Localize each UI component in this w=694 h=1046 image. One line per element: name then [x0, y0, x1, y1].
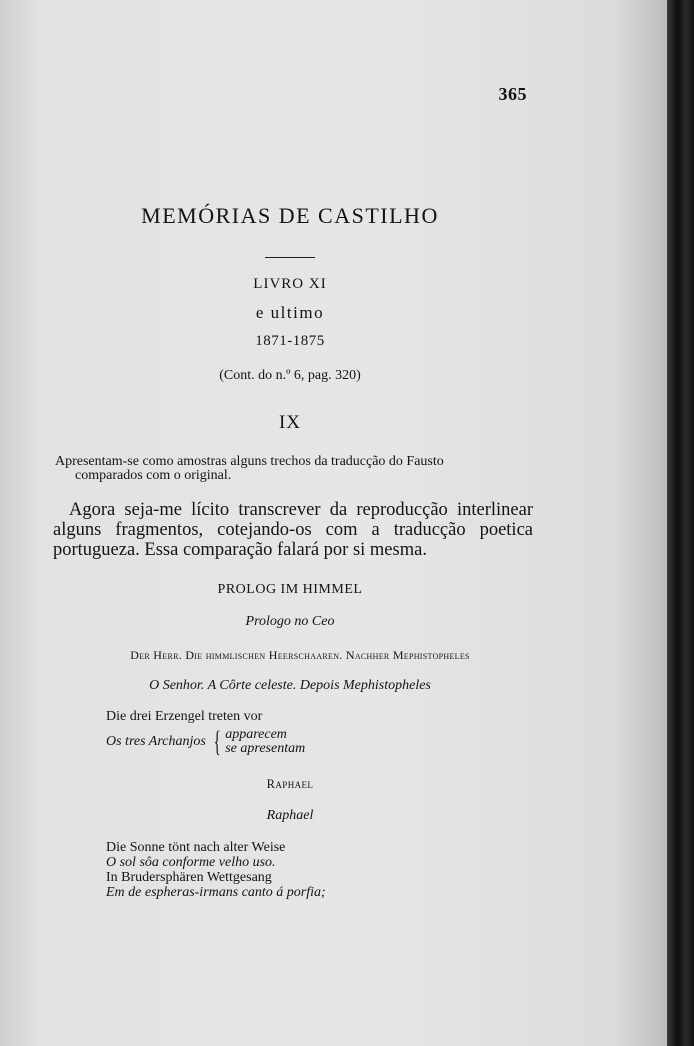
- book-subtitle: e ultimo: [255, 303, 325, 322]
- brace-glyph: {: [213, 725, 221, 758]
- stage-pt-options: [225, 728, 305, 756]
- summary-line-1: Apresentam-se como amostras alguns trechos da traducção do Fausto: [55, 454, 444, 469]
- summary-line-2: comparados com o original.: [75, 468, 232, 483]
- characters-de: Der Herr. Die himmlischen Heerschaaren. Nachher Mephistopheles: [130, 648, 470, 662]
- stage-direction-pt: [106, 727, 305, 757]
- speaker-de: Raphael: [266, 777, 314, 791]
- prolog-heading-pt: Prologo no Ceo: [245, 614, 335, 629]
- book-page-edge: [667, 0, 694, 1046]
- stage-pt-option-2: se apresentam: [225, 741, 306, 756]
- section-summary: [55, 455, 530, 483]
- speaker-pt: Raphael: [266, 808, 314, 823]
- title-divider: [265, 257, 315, 258]
- verse-block: [106, 840, 326, 900]
- year-range: 1871-1875: [255, 333, 325, 349]
- verse-line: Die Sonne tönt nach alter Weise: [106, 840, 286, 855]
- characters-pt: O Senhor. A Côrte celeste. Depois Mephistopheles: [149, 678, 431, 693]
- page-number: 365: [498, 84, 527, 104]
- verse-line: Em de espheras-irmans canto á porfia;: [106, 885, 326, 900]
- continuation-note: (Cont. do n.º 6, pag. 320): [219, 368, 361, 383]
- paragraph-text: Agora seja-me lícito transcrever da reproducção interlinear alguns fragmentos, cotejando-os com a traducção poetica portugueza. Essa comparação falará por si mesma.: [53, 500, 533, 560]
- stage-pt-option-1: apparecem: [225, 727, 287, 742]
- verse-line: In Brudersphären Wettgesang: [106, 870, 272, 885]
- section-number: IX: [278, 412, 302, 433]
- stage-pt-lead: Os tres Archanjos: [106, 734, 206, 749]
- prolog-heading-de: PROLOG IM HIMMEL: [217, 582, 363, 597]
- stage-direction-de: Die drei Erzengel treten vor: [106, 709, 263, 724]
- book-number: LIVRO XI: [253, 276, 327, 292]
- verse-line: O sol sôa conforme velho uso.: [106, 855, 276, 870]
- page-title: MEMÓRIAS DE CASTILHO: [141, 203, 439, 228]
- body-paragraph: [53, 500, 533, 560]
